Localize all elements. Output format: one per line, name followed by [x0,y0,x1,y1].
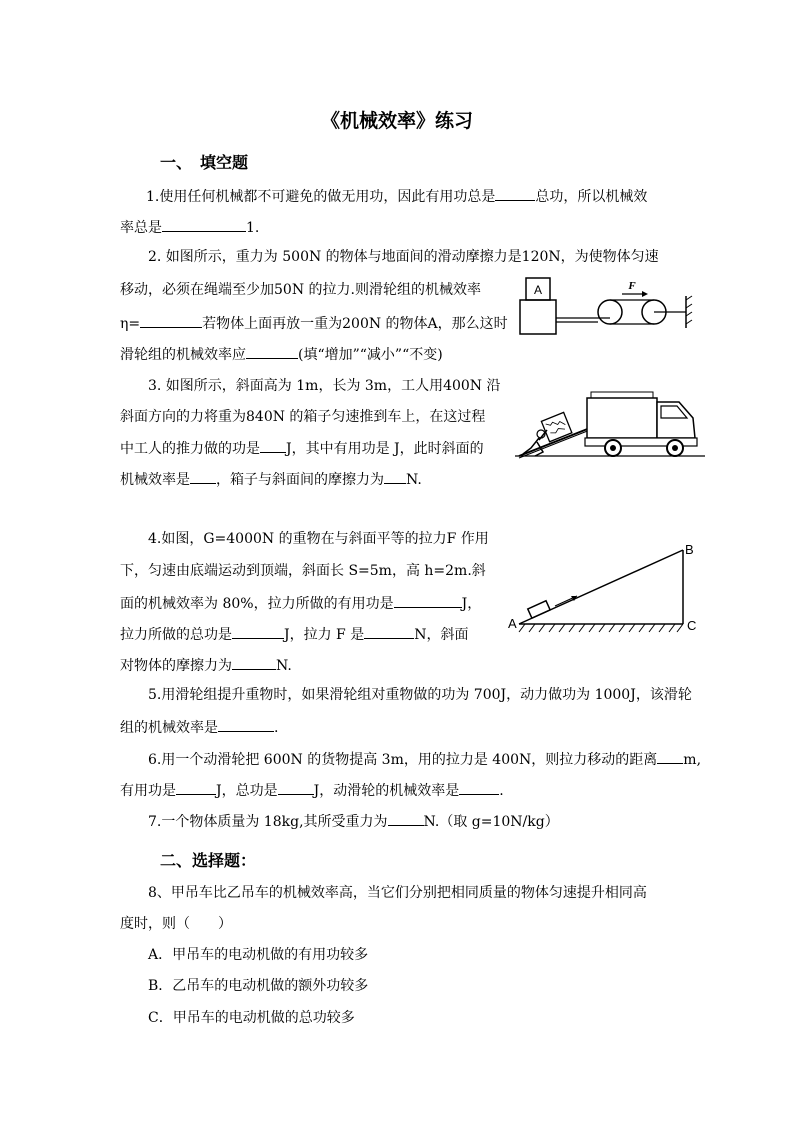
question-3-line-4: 机械效率是 ，箱子与斜面间的摩擦力为 N. [120,469,422,489]
question-3-line-2: 斜面方向的力将重为840N 的箱子匀速推到车上，在这过程 [120,409,486,425]
answer-blank[interactable] [232,624,284,639]
section-choice-heading: 二、选择题： [160,851,257,870]
page-title: 《机械效率》练习 [320,110,473,132]
question-4-line-2: 下，匀速由底端运动到顶端，斜面长 S=5m，高 h=2m.斜 [120,563,486,579]
point-b-label: B [685,542,694,557]
question-8-line-2: 度时，则（ ） [120,916,232,932]
incline-figure [505,540,700,640]
answer-blank[interactable] [278,780,314,795]
question-1-line-2: 率总是 1. [120,217,259,237]
answer-blank[interactable] [162,217,246,232]
box-a-label: A [533,283,543,297]
answer-blank[interactable] [495,186,535,201]
question-4-line-5: 对物体的摩擦力为 N. [120,655,292,675]
question-5-line-2: 组的机械效率是 . [120,717,278,737]
point-a-label: A [508,616,517,631]
question-2-line-2: 移动，必须在绳端至少加50N 的拉力.则滑轮组的机械效率 [120,282,481,298]
question-6-line-2: 有用功是 J，总功是 J，动滑轮的机械效率是 . [120,780,504,800]
option-c[interactable]: C．甲吊车的电动机做的总功较多 [148,1010,355,1026]
force-f-label: F [628,280,636,292]
question-3-line-1: 3. 如图所示，斜面高为 1m，长为 3m，工人用400N 沿 [148,378,501,394]
answer-blank[interactable] [657,749,683,764]
question-4-line-3: 面的机械效率为 80%，拉力所做的有用功是 J， [120,593,481,613]
section-fill-in-heading: 一、 填空题 [160,153,249,172]
option-b[interactable]: B．乙吊车的电动机做的额外功较多 [148,978,369,994]
question-6-line-1: 6.用一个动滑轮把 600N 的货物提高 3m，用的拉力是 400N，则拉力移动的距离 m, [148,749,701,769]
answer-blank[interactable] [388,811,424,826]
answer-blank[interactable] [190,469,216,484]
pulley-system-figure [518,276,696,336]
question-8-line-1: 8、甲吊车比乙吊车的机械效率高，当它们分别把相同质量的物体匀速提升相同高 [148,885,647,901]
question-7-line-1: 7.一个物体质量为 18kg,其所受重力为 N.（取 g=10N/kg） [148,811,559,831]
answer-blank[interactable] [246,344,298,359]
question-4-line-4: 拉力所做的总功是 J，拉力 F 是 N，斜面 [120,624,468,644]
question-2-line-3: η= 若物体上面再放一重为200N 的物体A，那么这时 [120,313,508,333]
truck-ramp-figure [515,378,705,462]
answer-blank[interactable] [384,469,406,484]
answer-blank[interactable] [459,780,499,795]
answer-blank[interactable] [218,717,274,732]
question-1-line-1: 1.使用任何机械都不可避免的做无用功，因此有用功总是 总功，所以机械效 [146,186,647,206]
question-2-line-4: 滑轮组的机械效率应 (填“增加”“减小”“不变) [120,344,443,364]
answer-blank[interactable] [140,313,202,328]
answer-blank[interactable] [176,780,216,795]
question-2-line-1: 2. 如图所示，重力为 500N 的物体与地面间的滑动摩擦力是120N，为使物体匀速 [148,249,659,265]
question-5-line-1: 5.用滑轮组提升重物时，如果滑轮组对重物做的功为 700J，动力做功为 1000J，该滑轮 [148,687,692,703]
answer-blank[interactable] [232,655,276,670]
answer-blank[interactable] [394,593,462,608]
option-a[interactable]: A．甲吊车的电动机做的有用功较多 [148,947,369,963]
answer-blank[interactable] [260,438,286,453]
question-3-line-3: 中工人的推力做的功是 J，其中有用功是 J，此时斜面的 [120,438,484,458]
answer-blank[interactable] [364,624,414,639]
question-4-line-1: 4.如图，G=4000N 的重物在与斜面平等的拉力F 作用 [148,531,489,547]
point-c-label: C [687,618,697,633]
